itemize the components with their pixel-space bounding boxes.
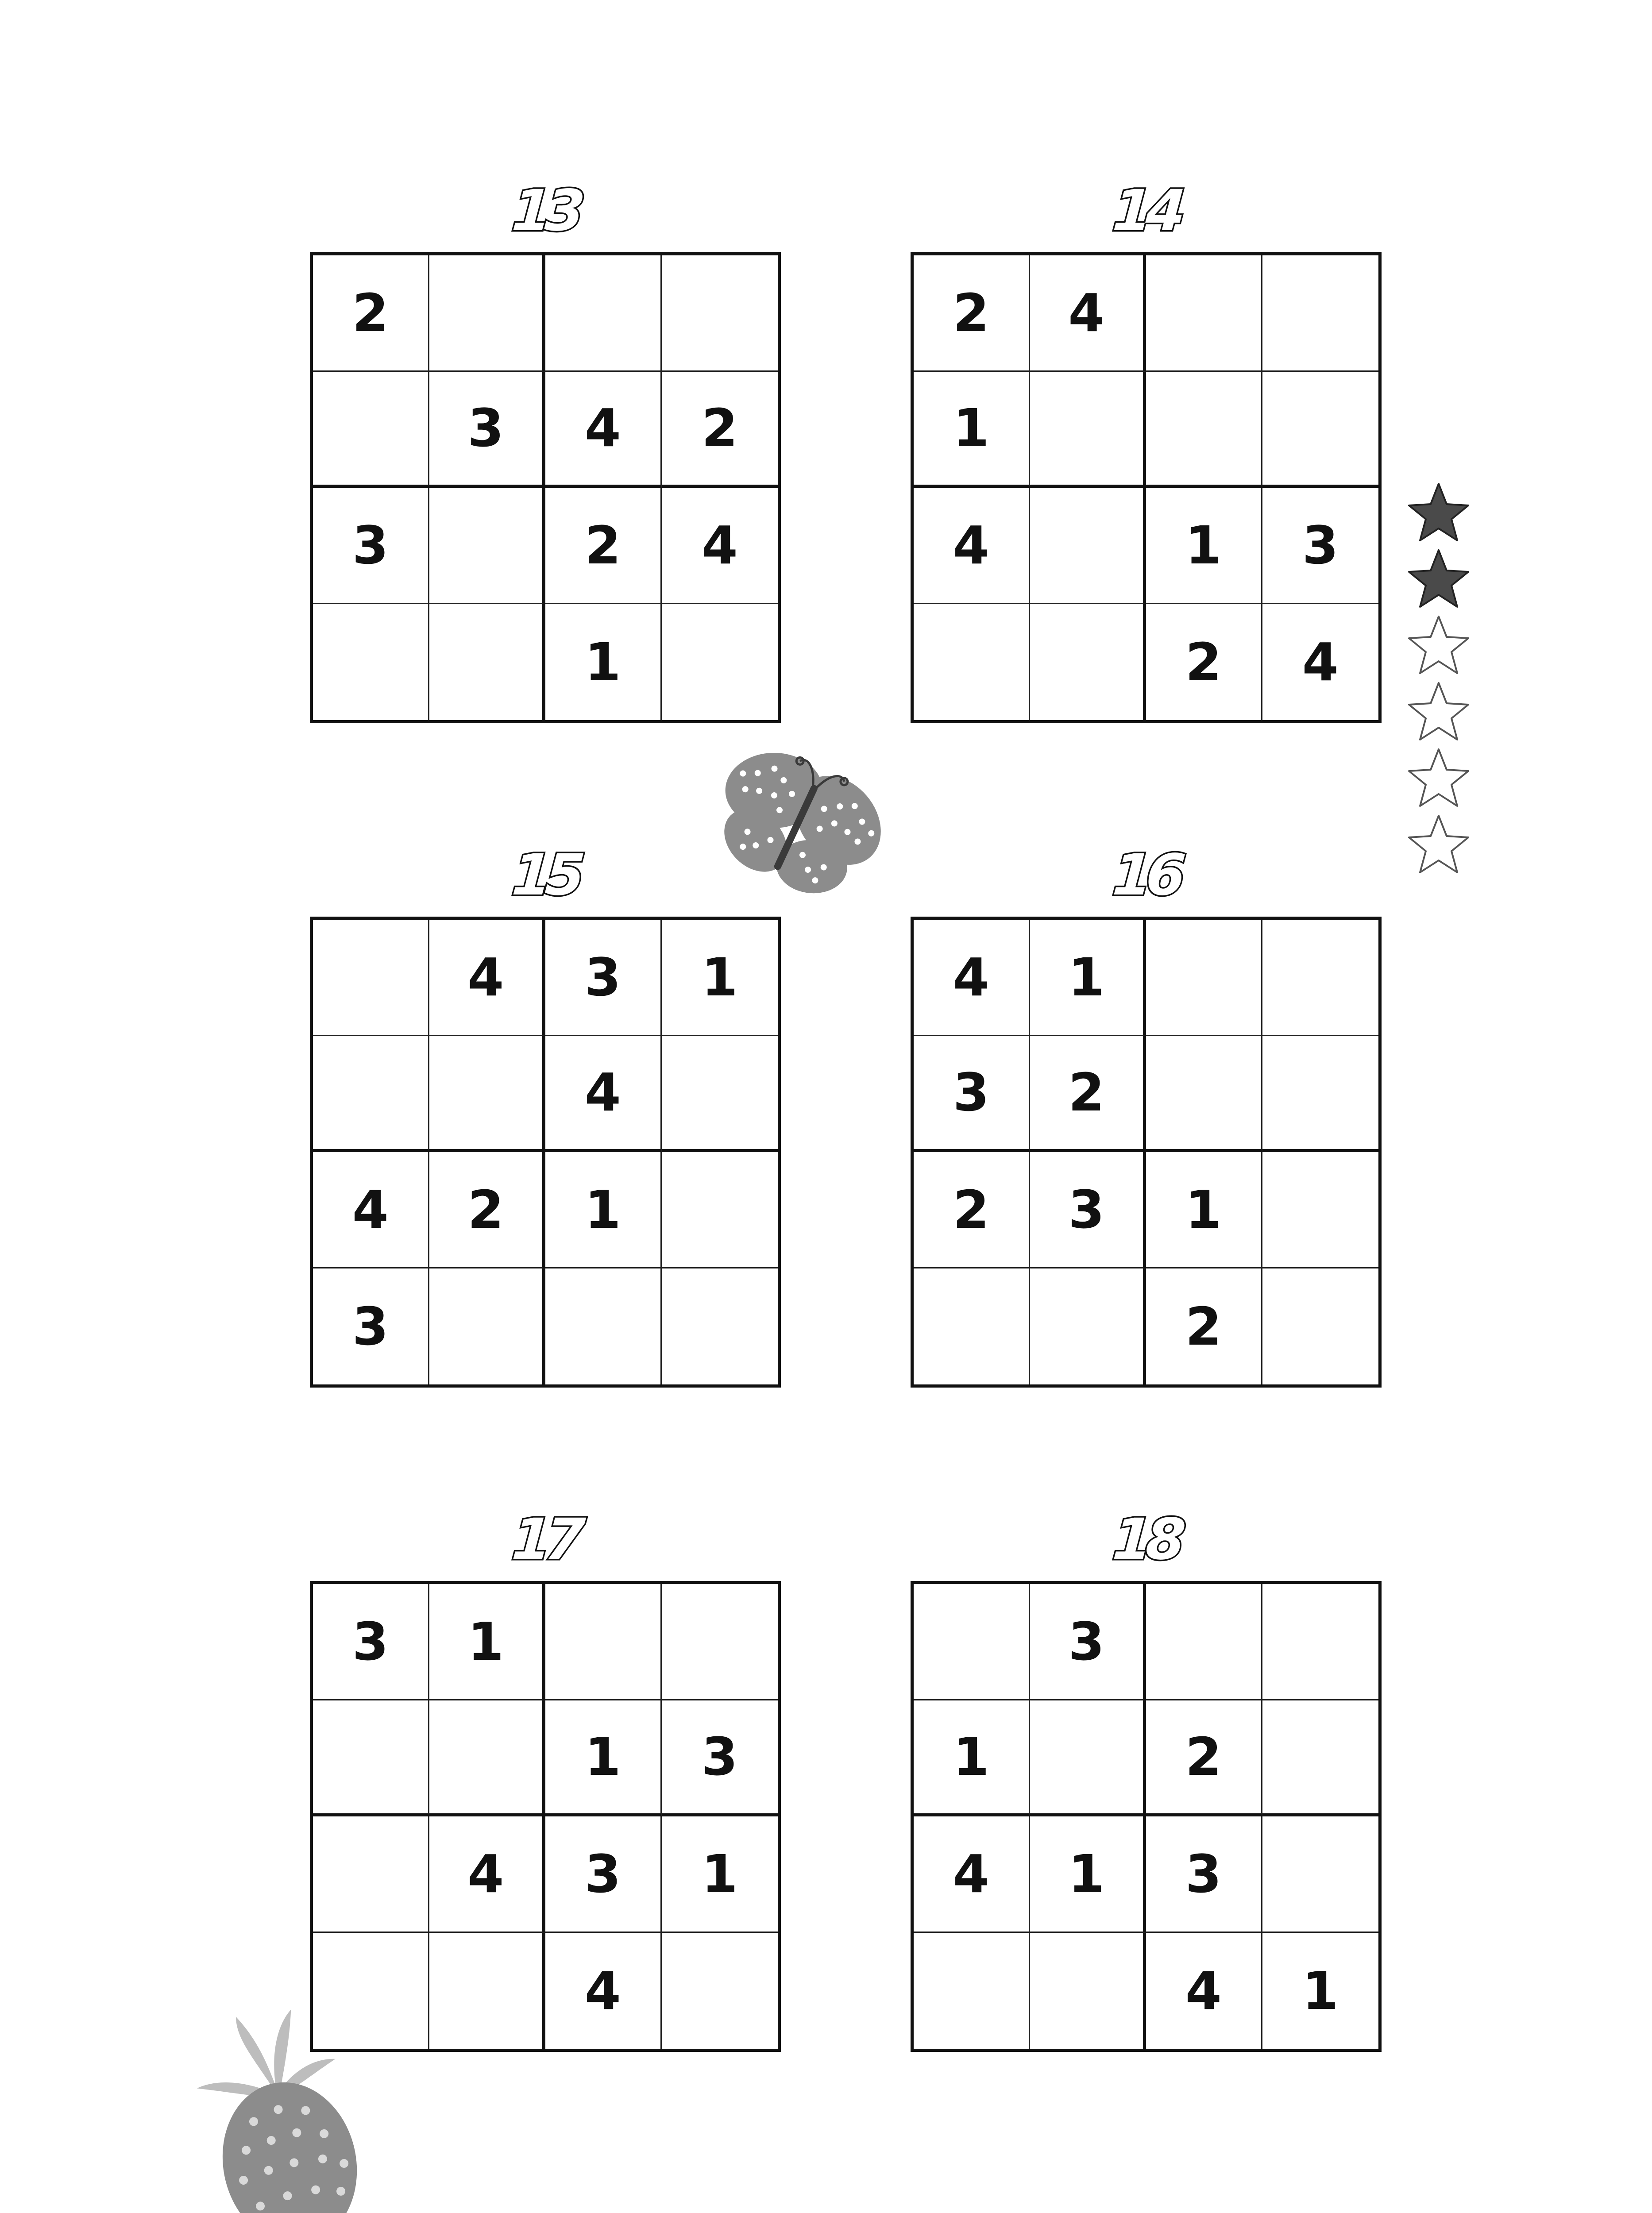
grid-cell[interactable]: 2 [1146,604,1262,721]
difficulty-rating [1405,480,1472,879]
grid-cell[interactable]: 3 [545,920,662,1036]
puzzle-number: 17 [509,1507,581,1573]
grid-cell[interactable] [662,604,778,721]
grid-cell[interactable]: 1 [429,1584,546,1700]
grid-cell[interactable] [429,604,546,721]
grid-cell[interactable] [1262,1152,1379,1268]
grid-cell[interactable] [1030,604,1146,721]
sudoku-grid [911,252,1382,723]
grid-cell[interactable]: 1 [662,920,778,1036]
grid-cell[interactable] [313,604,429,721]
grid-cell[interactable] [662,1152,778,1268]
grid-cell[interactable]: 1 [1146,488,1262,604]
sudoku-grid [310,917,781,1388]
grid-cell[interactable] [429,1036,546,1153]
grid-cell[interactable] [1262,1700,1379,1817]
puzzle-number: 16 [1110,842,1182,908]
grid-cell[interactable]: 3 [1146,1816,1262,1933]
grid-cell[interactable] [1146,920,1262,1036]
grid-cell[interactable] [1262,1584,1379,1700]
grid-cell[interactable] [1030,372,1146,488]
grid-cell[interactable] [429,1933,546,2049]
grid-cell[interactable]: 1 [1302,1960,1339,2021]
star-empty-icon [1405,746,1472,812]
star-empty-icon [1405,613,1472,679]
grid-cell[interactable]: 3 [313,1268,429,1385]
grid-cell[interactable] [545,1268,662,1385]
sudoku-grid [911,1581,1382,2052]
grid-cell[interactable] [1030,1700,1146,1817]
grid-cell[interactable]: 2 [545,488,662,604]
grid-cell[interactable] [313,920,429,1036]
grid-cell[interactable]: 1 [545,604,662,721]
grid-cell[interactable]: 4 [313,1152,429,1268]
grid-cell[interactable] [429,1268,546,1385]
grid-cell[interactable] [1146,1036,1262,1153]
grid-cell[interactable]: 4 [1302,631,1339,693]
grid-cell[interactable] [1262,372,1379,488]
grid-cell[interactable] [1262,255,1379,372]
grid-cell[interactable] [914,1268,1030,1385]
grid-cell[interactable] [313,1816,429,1933]
grid-cell[interactable]: 3 [1030,1584,1146,1700]
puzzle-number: 15 [509,842,581,908]
grid-cell[interactable]: 3 [429,372,546,488]
sudoku-grid [310,1581,781,2052]
grid-cell[interactable] [662,1268,778,1385]
grid-cell[interactable] [1146,255,1262,372]
grid-cell[interactable] [914,1933,1030,2049]
grid-cell[interactable] [914,604,1030,721]
grid-cell[interactable]: 1 [1146,1152,1262,1268]
grid-cell[interactable] [313,1700,429,1817]
sudoku-grid [310,252,781,723]
grid-cell[interactable]: 4 [545,1933,662,2049]
grid-cell[interactable]: 1 [914,372,1030,488]
pineapple-icon [190,2001,376,2213]
grid-cell[interactable]: 4 [1030,255,1146,372]
grid-cell[interactable]: 3 [1030,1152,1146,1268]
star-filled-icon [1405,480,1472,547]
grid-cell[interactable]: 4 [1146,1933,1262,2049]
grid-cell[interactable]: 1 [1030,920,1146,1036]
grid-cell[interactable] [1030,1933,1146,2049]
grid-cell[interactable] [429,488,546,604]
grid-cell[interactable]: 4 [545,1036,662,1153]
grid-cell[interactable]: 2 [313,255,429,372]
grid-cell[interactable] [1146,372,1262,488]
grid-cell[interactable] [313,372,429,488]
grid-cell[interactable] [662,1933,778,2049]
grid-cell[interactable]: 2 [429,1152,546,1268]
grid-cell[interactable]: 1 [662,1816,778,1933]
puzzle-number: 13 [509,178,581,244]
grid-cell[interactable]: 3 [914,1036,1030,1153]
grid-cell[interactable] [662,1036,778,1153]
grid-cell[interactable]: 4 [429,1816,546,1933]
grid-cell[interactable]: 1 [545,1700,662,1817]
grid-cell[interactable] [662,1584,778,1700]
grid-cell[interactable]: 4 [914,920,1030,1036]
grid-cell[interactable] [313,1036,429,1153]
grid-cell[interactable]: 2 [914,1152,1030,1268]
butterfly-icon [699,728,894,923]
grid-cell[interactable]: 2 [914,255,1030,372]
star-empty-icon [1405,812,1472,879]
grid-cell[interactable]: 1 [545,1152,662,1268]
sudoku-grid [911,917,1382,1388]
grid-cell[interactable] [1146,1584,1262,1700]
grid-cell[interactable]: 2 [1146,1268,1262,1385]
grid-cell[interactable]: 3 [545,1816,662,1933]
grid-cell[interactable]: 4 [914,1816,1030,1933]
grid-cell[interactable]: 3 [313,1584,429,1700]
grid-cell[interactable]: 3 [313,488,429,604]
grid-cell[interactable]: 4 [429,920,546,1036]
grid-cell[interactable] [1262,1268,1379,1385]
grid-cell[interactable]: 4 [662,488,778,604]
grid-cell[interactable] [662,255,778,372]
grid-cell[interactable] [429,1700,546,1817]
grid-cell[interactable] [1262,1816,1379,1933]
grid-cell[interactable] [429,255,546,372]
grid-cell[interactable]: 4 [545,372,662,488]
grid-cell[interactable] [545,255,662,372]
grid-cell[interactable]: 2 [662,372,778,488]
star-filled-icon [1405,547,1472,613]
grid-cell[interactable] [1030,1268,1146,1385]
puzzle-number: 14 [1110,178,1182,244]
grid-cell[interactable]: 1 [1030,1816,1146,1933]
grid-cell[interactable] [545,1584,662,1700]
puzzle-number: 18 [1110,1507,1182,1573]
grid-cell[interactable] [1030,488,1146,604]
grid-cell[interactable]: 4 [914,488,1030,604]
grid-cell[interactable]: 2 [1030,1036,1146,1153]
grid-cell[interactable] [1262,920,1379,1036]
star-empty-icon [1405,679,1472,746]
grid-cell[interactable] [1262,1036,1379,1153]
grid-cell[interactable]: 3 [1262,488,1379,604]
grid-cell[interactable]: 2 [1146,1700,1262,1817]
grid-cell[interactable] [914,1584,1030,1700]
grid-cell[interactable]: 3 [662,1700,778,1817]
grid-cell[interactable]: 1 [914,1700,1030,1817]
